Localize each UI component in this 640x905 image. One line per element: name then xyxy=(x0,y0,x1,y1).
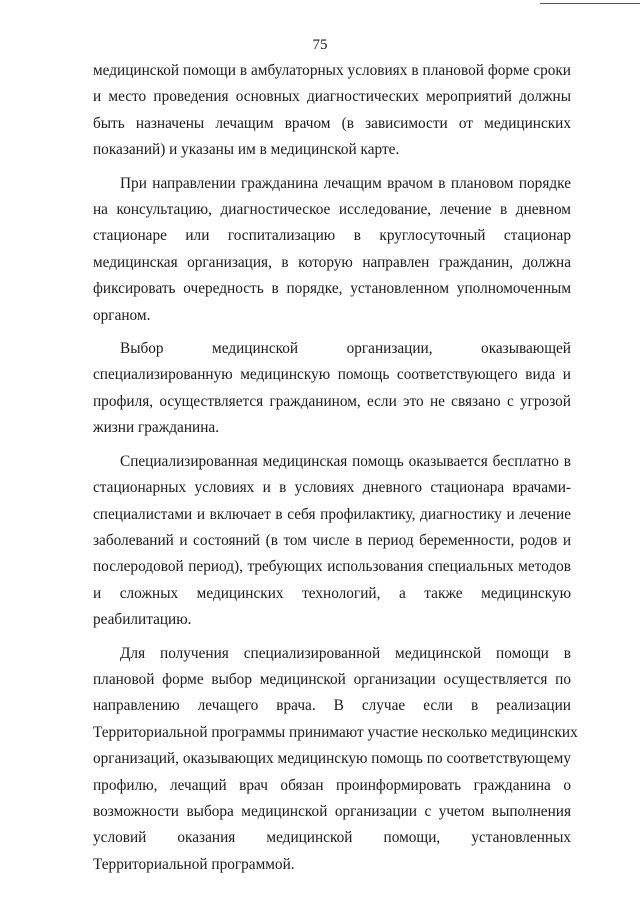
text-line: Специализированная медицинская помощь оказывается бесплатно в xyxy=(120,452,571,470)
text-line: стационарных условиях и в условиях дневного стационара врачами- xyxy=(93,479,571,497)
text-line: показаний) и указаны им в медицинской карте. xyxy=(93,141,400,159)
text-line: на консультацию, диагностическое исследование, лечение в дневном xyxy=(93,201,571,219)
paragraph-3 xyxy=(93,336,571,442)
text-line: специализированную медицинскую помощь соответствующего вида и xyxy=(93,366,571,384)
paragraph-4 xyxy=(93,449,571,634)
text-line: условий оказания медицинской помощи, установленных xyxy=(93,829,571,847)
text-line: медицинская организация, в которую направлен гражданин, должна xyxy=(93,253,571,271)
text-line: Для получения специализированной медицинской помощи в xyxy=(120,644,571,662)
text-line: специалистами и включает в себя профилактику, диагностику и лечение xyxy=(93,505,571,523)
text-line: профиля, осуществляется гражданином, если это не связано с угрозой xyxy=(93,392,571,410)
text-line: послеродовой период), требующих использования специальных методов xyxy=(93,558,571,576)
text-line: направлению лечащего врача. В случае если в реализации xyxy=(93,697,571,715)
corner-rule xyxy=(540,3,640,4)
text-line: реабилитацию. xyxy=(93,611,192,629)
text-line: Территориальной программы принимают участие несколько медицинских xyxy=(93,723,578,741)
text-line: При направлении гражданина лечащим врачом в плановом порядке xyxy=(120,174,571,192)
text-line: жизни гражданина. xyxy=(93,419,220,437)
text-line: быть назначены лечащим врачом (в зависимости от медицинских xyxy=(93,114,571,132)
text-line: стационаре или госпитализацию в круглосуточный стационар xyxy=(93,227,571,245)
text-line: медицинской помощи в амбулаторных условиях в плановой форме сроки xyxy=(93,62,571,79)
text-line: организаций, оказывающих медицинскую помощь по соответствующему xyxy=(93,750,571,768)
text-line: заболеваний и состояний (в том числе в период беременности, родов и xyxy=(93,531,571,549)
text-line: Территориальной программой. xyxy=(93,855,295,873)
text-line: Выбор медицинской организации, оказывающей xyxy=(120,340,571,358)
page-number: 75 xyxy=(312,37,328,53)
text-line: органом. xyxy=(93,306,151,324)
text-line: возможности выбора медицинской организации с учетом выполнения xyxy=(93,802,571,820)
paragraph-5 xyxy=(93,641,578,879)
text-line: профилю, лечащий врач обязан проинформировать гражданина о xyxy=(93,776,571,794)
text-line: и место проведения основных диагностических мероприятий должны xyxy=(93,88,571,106)
text-line: и сложных медицинских технологий, а также медицинскую xyxy=(93,584,571,602)
text-line: плановой форме выбор медицинской организации осуществляется по xyxy=(93,670,571,688)
text-line: фиксировать очередность в порядке, установленном уполномоченным xyxy=(93,280,571,298)
document-body xyxy=(93,58,578,885)
paragraph-2 xyxy=(93,171,571,329)
paragraph-1 xyxy=(93,58,571,164)
